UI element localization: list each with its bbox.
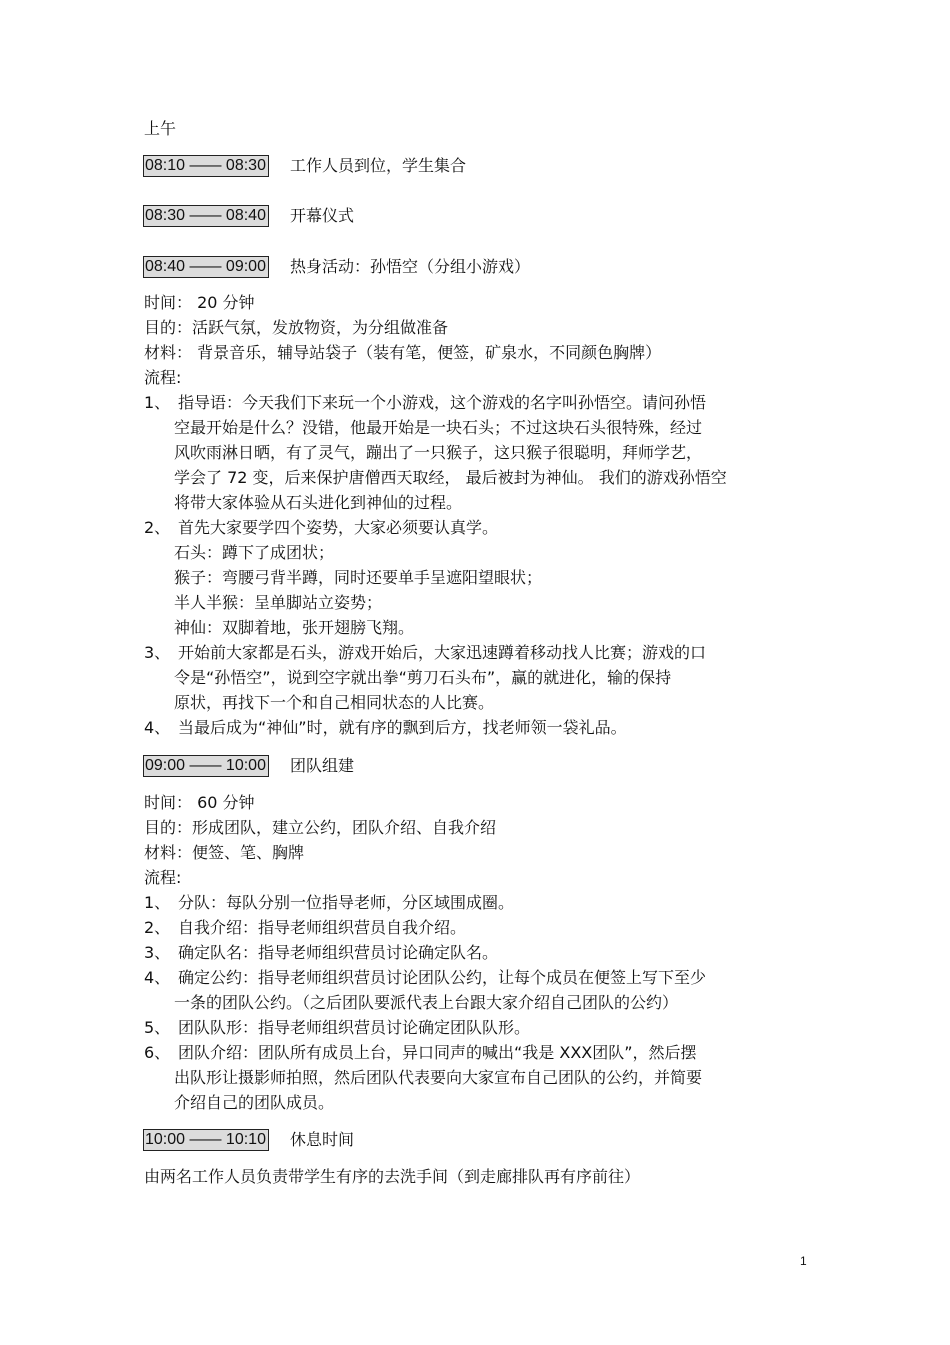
team-purpose: 目的：形成团队，建立公约，团队介绍、自我介绍 [144, 818, 497, 837]
section-title-staff-arrival: 工作人员到位，学生集合 [290, 156, 467, 175]
team-flow-label: 流程: [144, 868, 182, 887]
warmup-step-1-number: 1、 [144, 393, 171, 412]
team-step-1-line-1: 分队：每队分别一位指导老师，分区域围成圈。 [178, 893, 515, 912]
team-step-5-number: 5、 [144, 1018, 171, 1037]
team-step-3-number: 3、 [144, 943, 171, 962]
team-step-2-line-1: 自我介绍：指导老师组织营员自我介绍。 [178, 918, 467, 937]
warmup-step-2-line-1: 首先大家要学四个姿势，大家必须要认真学。 [178, 518, 499, 537]
team-step-1-number: 1、 [144, 893, 171, 912]
morning-heading: 上午 [144, 119, 177, 138]
team-step-6-line-1: 团队介绍：团队所有成员上台，异口同声的喊出“我是 XXX团队”，然后摆 [178, 1043, 697, 1062]
warmup-step-3-line-3: 原状，再找下一个和自己相同状态的人比赛。 [174, 693, 495, 712]
section-title-team-building: 团队组建 [290, 756, 355, 775]
warmup-step-2-line-5: 神仙：双脚着地，张开翅膀飞翔。 [174, 618, 415, 637]
warmup-purpose: 目的：活跃气氛，发放物资，为分组做准备 [144, 318, 449, 337]
time-slot-0830: 08:30 —— 08:40 [143, 205, 269, 227]
warmup-step-1-line-4: 学会了 72 变，后来保护唐僧西天取经， 最后被封为神仙。 我们的游戏孙悟空 [174, 468, 727, 487]
time-slot-0900: 09:00 —— 10:00 [143, 755, 269, 777]
warmup-step-3-number: 3、 [144, 643, 171, 662]
break-note: 由两名工作人员负责带学生有序的去洗手间（到走廊排队再有序前往） [144, 1167, 641, 1186]
team-step-6-line-3: 介绍自己的团队成员。 [174, 1093, 335, 1112]
warmup-step-1-line-3: 风吹雨淋日晒，有了灵气，蹦出了一只猴子，这只猴子很聪明，拜师学艺， [174, 443, 703, 462]
warmup-step-3-line-2: 令是“孙悟空”，说到空字就出拳“剪刀石头布”，赢的就进化，输的保持 [174, 668, 672, 687]
team-step-4-line-1: 确定公约：指导老师组织营员讨论团队公约，让每个成员在便签上写下至少 [178, 968, 707, 987]
team-step-2-number: 2、 [144, 918, 171, 937]
warmup-step-4-line-1: 当最后成为“神仙”时，就有序的飘到后方，找老师领一袋礼品。 [178, 718, 627, 737]
section-title-break: 休息时间 [290, 1130, 355, 1149]
warmup-materials: 材料： 背景音乐，辅导站袋子（装有笔，便签，矿泉水，不同颜色胸牌） [144, 343, 662, 362]
warmup-step-1-line-1: 指导语：今天我们下来玩一个小游戏，这个游戏的名字叫孙悟空。请问孙悟 [178, 393, 707, 412]
page-number: 1 [800, 1254, 807, 1268]
warmup-step-4-number: 4、 [144, 718, 171, 737]
section-title-opening: 开幕仪式 [290, 206, 355, 225]
warmup-step-3-line-1: 开始前大家都是石头，游戏开始后，大家迅速蹲着移动找人比赛；游戏的口 [178, 643, 707, 662]
team-duration: 时间： 60 分钟 [144, 793, 255, 812]
warmup-step-2-line-4: 半人半猴：呈单脚站立姿势； [174, 593, 383, 612]
team-step-5-line-1: 团队队形：指导老师组织营员讨论确定团队队形。 [178, 1018, 531, 1037]
team-step-6-line-2: 出队形让摄影师拍照，然后团队代表要向大家宣布自己团队的公约，并简要 [174, 1068, 703, 1087]
team-step-4-number: 4、 [144, 968, 171, 987]
warmup-flow-label: 流程: [144, 368, 182, 387]
team-materials: 材料：便签、笔、胸牌 [144, 843, 305, 862]
team-step-6-number: 6、 [144, 1043, 171, 1062]
warmup-step-2-line-2: 石头：蹲下了成团状； [174, 543, 335, 562]
section-title-warmup: 热身活动：孙悟空（分组小游戏） [290, 257, 531, 276]
team-step-3-line-1: 确定队名：指导老师组织营员讨论确定队名。 [178, 943, 499, 962]
time-slot-0810: 08:10 —— 08:30 [143, 155, 269, 177]
warmup-duration: 时间： 20 分钟 [144, 293, 255, 312]
warmup-step-1-line-2: 空最开始是什么？没错，他最开始是一块石头；不过这块石头很特殊，经过 [174, 418, 703, 437]
team-step-4-line-2: 一条的团队公约。（之后团队要派代表上台跟大家介绍自己团队的公约） [174, 993, 679, 1012]
warmup-step-2-line-3: 猴子：弯腰弓背半蹲，同时还要单手呈遮阳望眼状； [174, 568, 543, 587]
time-slot-0840: 08:40 —— 09:00 [143, 256, 269, 278]
warmup-step-1-line-5: 将带大家体验从石头进化到神仙的过程。 [174, 493, 463, 512]
time-slot-1000: 10:00 —— 10:10 [143, 1129, 269, 1151]
warmup-step-2-number: 2、 [144, 518, 171, 537]
